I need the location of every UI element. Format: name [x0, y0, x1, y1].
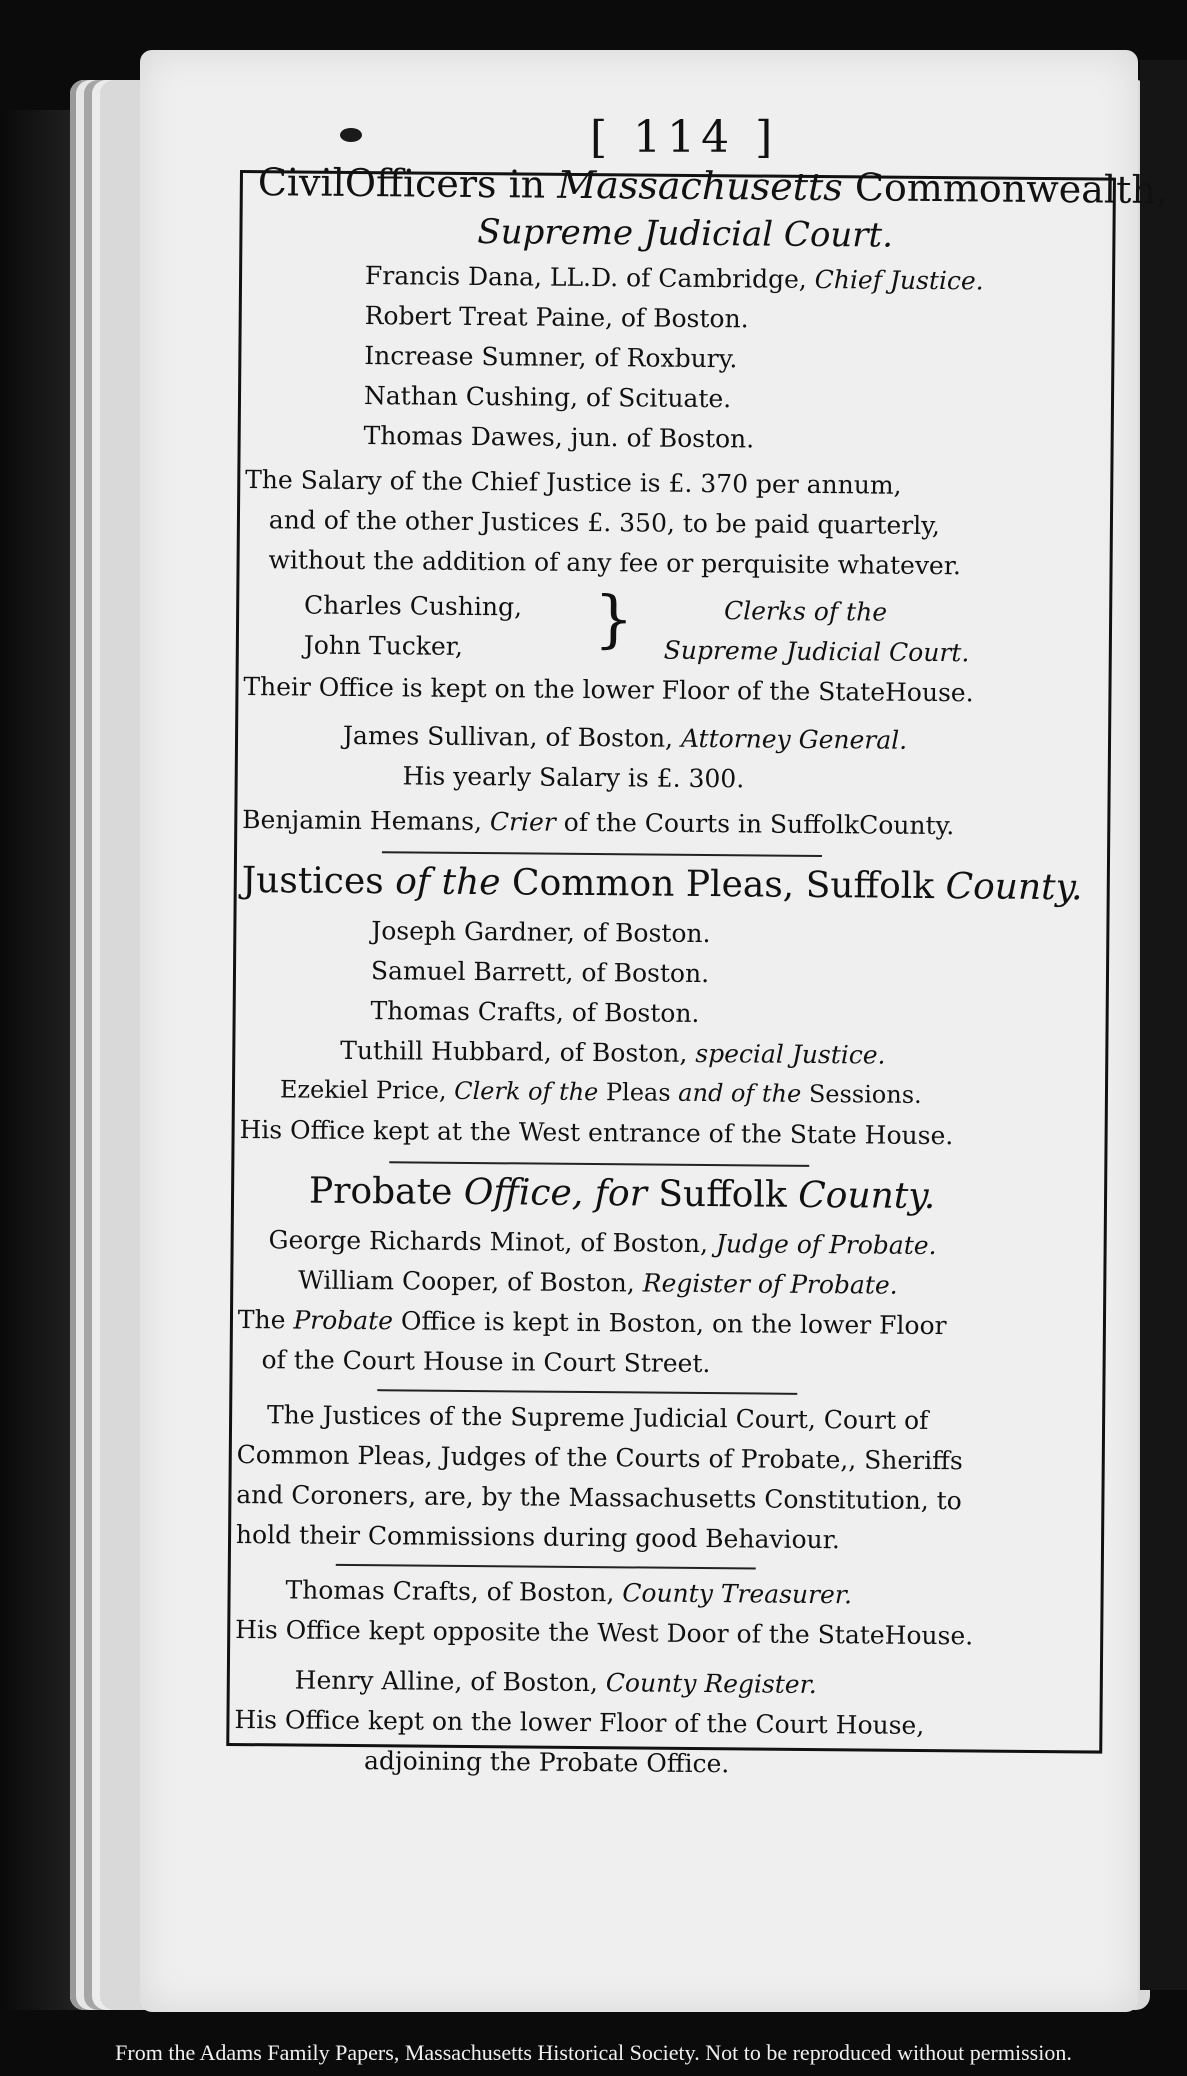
justice-line: Thomas Crafts, of Boston.: [370, 996, 700, 1028]
justice-line: Samuel Barrett, of Boston.: [370, 956, 710, 989]
title-text: CivilOfficers in: [257, 160, 558, 207]
common-pleas-heading: [242, 860, 1083, 908]
ag-salary: His yearly Salary is £. 300.: [402, 761, 745, 794]
register-title: Register of Probate.: [642, 1268, 898, 1300]
crier-title: Crier: [489, 807, 556, 837]
text-b: Probate: [293, 1305, 394, 1336]
heading-a: Justices: [241, 859, 396, 903]
justice-title: Chief Justice.: [814, 264, 984, 296]
justice-line: Thomas Dawes, jun. of Boston.: [363, 421, 755, 454]
justice-line: Robert Treat Paine, of Boston.: [364, 301, 749, 334]
register-name: William Cooper, of Boston,: [298, 1265, 643, 1298]
crier-end: of the Courts in SuffolkCounty.: [555, 807, 955, 841]
clerk-title: Clerks of the: [723, 596, 888, 627]
office-line: adjoining the Probate Office.: [363, 1746, 730, 1779]
page-title: [258, 160, 1168, 212]
heading-d: County.: [945, 866, 1083, 909]
clerk-title-b: Pleas: [598, 1078, 679, 1107]
clerk-name: John Tucker,: [303, 630, 463, 661]
justice-line: Nathan Cushing, of Scituate.: [363, 381, 732, 414]
page-number: [ 114 ]: [590, 112, 779, 163]
court-heading: Supreme Judicial Court.: [477, 212, 894, 256]
crier-line: [242, 805, 954, 840]
justice-title: special Justice.: [695, 1038, 886, 1070]
heading-b: of the: [394, 861, 501, 904]
register-line: [298, 1265, 898, 1299]
justice-name: Tuthill Hubbard, of Boston,: [340, 1035, 696, 1068]
justice-line: [365, 261, 984, 295]
clerk-title: Supreme Judicial Court.: [663, 635, 970, 668]
justice-line: Increase Sumner, of Roxbury.: [364, 341, 738, 374]
salary-line: The Salary of the Chief Justice is £. 370 per annum,: [245, 464, 902, 500]
brace: }: [593, 582, 634, 656]
judge-line: [268, 1225, 936, 1260]
probate-office-line: of the Court House in Court Street.: [261, 1345, 711, 1379]
treasurer-name: Thomas Crafts, of Boston,: [285, 1575, 623, 1608]
title-state: Massachusetts: [557, 162, 843, 210]
office-line: His Office kept at the West entrance of the State House.: [239, 1114, 954, 1151]
justice-line: [340, 1036, 886, 1070]
office-line: Their Office is kept on the lower Floor of the StateHouse.: [243, 671, 974, 708]
register-line: [295, 1665, 817, 1699]
treasurer-line: [285, 1575, 852, 1609]
tenure-line: The Justices of the Supreme Judicial Court, Court of: [266, 1400, 929, 1435]
ag-name: James Sullivan, of Boston,: [342, 720, 682, 753]
salary-line: without the addition of any fee or perquisite whatever.: [268, 545, 962, 581]
register-title: County Register.: [605, 1668, 817, 1700]
clerk-title: Clerk of the: [454, 1076, 599, 1107]
clerk-name: Ezekiel Price,: [279, 1075, 455, 1105]
heading-c: Suffolk: [646, 1173, 799, 1216]
heading-c: Common Pleas, Suffolk: [500, 862, 946, 908]
clerk-line: [280, 1075, 922, 1109]
clerk-name: Charles Cushing,: [303, 590, 523, 622]
heading-d: County.: [798, 1174, 936, 1218]
heading-b: Office, for: [463, 1171, 648, 1215]
justice-line: Joseph Gardner, of Boston.: [371, 916, 711, 949]
probate-office-line: [238, 1305, 947, 1340]
clerk-title-d: Sessions.: [801, 1079, 922, 1109]
judge-name: George Richards Minot, of Boston,: [268, 1225, 717, 1259]
register-name: Henry Alline, of Boston,: [294, 1665, 607, 1698]
footer-credit: From the Adams Family Papers, Massachusetts Historical Society. Not to be reproduced without permission.: [115, 2040, 1072, 2065]
ag-title: Attorney General.: [680, 723, 908, 755]
tenure-line: hold their Commissions during good Behaviour.: [235, 1519, 840, 1555]
tenure-line: and Coroners, are, by the Massachusetts Constitution, to: [236, 1479, 962, 1516]
adjacent-page-edge: [1140, 60, 1187, 1990]
justice-name: Francis Dana, LL.D. of Cambridge,: [364, 261, 815, 294]
salary-line: and of the other Justices £. 350, to be paid quarterly,: [268, 505, 941, 541]
probate-heading: [309, 1171, 936, 1217]
tenure-line: Common Pleas, Judges of the Courts of Probate,, Sheriffs: [236, 1439, 963, 1476]
judge-title: Judge of Probate.: [715, 1229, 937, 1261]
treasurer-title: County Treasurer.: [622, 1578, 853, 1610]
heading-a: Probate: [308, 1170, 465, 1213]
text-a: The: [237, 1304, 294, 1335]
office-line: His Office kept on the lower Floor of the Court House,: [234, 1704, 925, 1740]
crier-name: Benjamin Hemans,: [242, 804, 491, 837]
title-end: Commonwealth,: [842, 165, 1169, 213]
clerk-title-c: and of the: [678, 1078, 802, 1108]
ink-blot: [340, 128, 362, 142]
office-line: His Office kept opposite the West Door of the StateHouse.: [235, 1614, 974, 1651]
attorney-general-line: [343, 721, 907, 755]
text-c: Office is kept in Boston, on the lower Floor: [392, 1306, 947, 1341]
